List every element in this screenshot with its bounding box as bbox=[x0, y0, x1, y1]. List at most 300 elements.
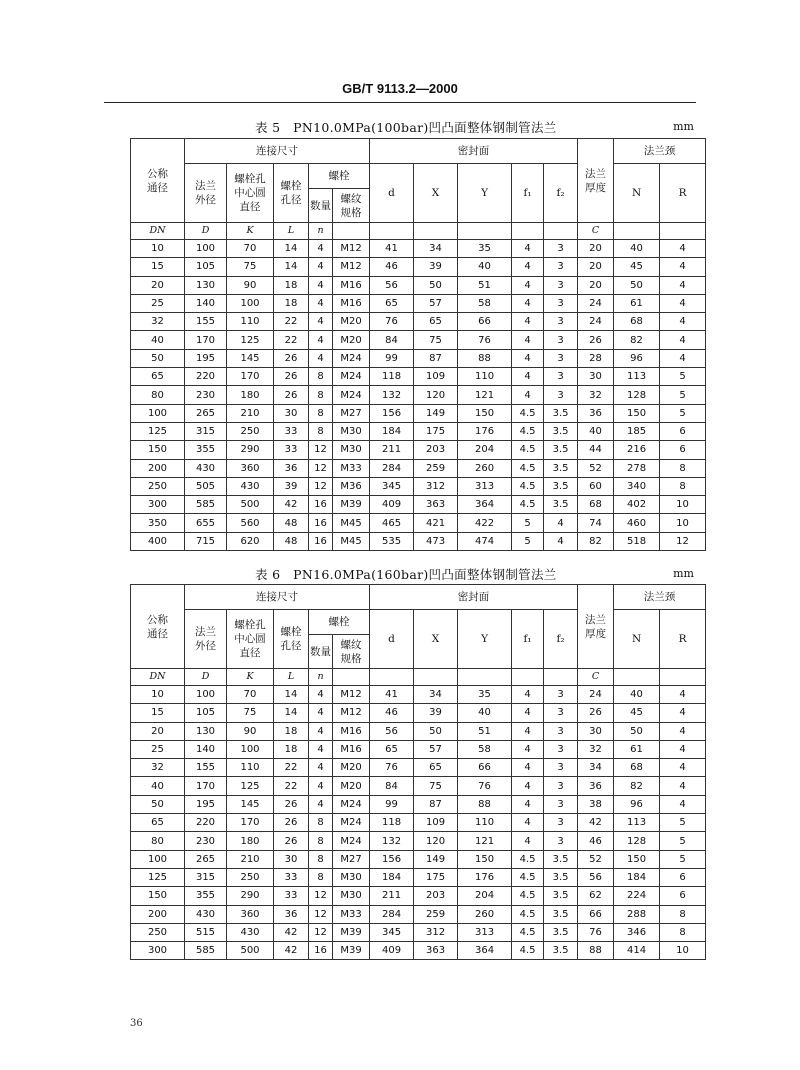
cell-f1: 4.5 bbox=[512, 868, 544, 886]
cell-f1: 4.5 bbox=[512, 459, 544, 477]
cell-count: 12 bbox=[309, 887, 333, 905]
cell-N: 40 bbox=[614, 240, 660, 258]
cell-dn: 20 bbox=[131, 722, 185, 740]
cell-R: 8 bbox=[660, 459, 706, 477]
cell-f1: 4 bbox=[512, 814, 544, 832]
symbol-cell bbox=[370, 223, 414, 240]
cell-f1: 4.5 bbox=[512, 496, 544, 514]
symbol-cell: n bbox=[309, 669, 333, 686]
cell-pcd: 90 bbox=[227, 722, 274, 740]
cell-pcd: 100 bbox=[227, 294, 274, 312]
cell-Y: 150 bbox=[458, 404, 512, 422]
header-bolt: 螺栓 bbox=[309, 164, 370, 189]
cell-X: 175 bbox=[414, 422, 458, 440]
cell-pcd: 290 bbox=[227, 441, 274, 459]
cell-outer: 140 bbox=[185, 740, 227, 758]
cell-pcd: 250 bbox=[227, 422, 274, 440]
cell-hole: 18 bbox=[274, 294, 309, 312]
cell-f2: 3.5 bbox=[544, 422, 578, 440]
cell-thread: M45 bbox=[333, 532, 370, 550]
cell-X: 87 bbox=[414, 349, 458, 367]
cell-hole: 26 bbox=[274, 386, 309, 404]
cell-R: 4 bbox=[660, 722, 706, 740]
cell-Y: 66 bbox=[458, 313, 512, 331]
cell-N: 61 bbox=[614, 294, 660, 312]
cell-thickness: 24 bbox=[578, 313, 614, 331]
symbol-cell: K bbox=[227, 223, 274, 240]
cell-count: 4 bbox=[309, 759, 333, 777]
table-row bbox=[131, 313, 706, 331]
table-row bbox=[131, 240, 706, 258]
cell-d: 56 bbox=[370, 276, 414, 294]
table-row bbox=[131, 850, 706, 868]
cell-dn: 20 bbox=[131, 276, 185, 294]
cell-thread: M20 bbox=[333, 759, 370, 777]
cell-N: 150 bbox=[614, 850, 660, 868]
header-nominal-size: 公称 通径 bbox=[131, 585, 185, 669]
cell-X: 120 bbox=[414, 386, 458, 404]
symbol-cell bbox=[660, 223, 706, 240]
cell-pcd: 125 bbox=[227, 777, 274, 795]
cell-f2: 3 bbox=[544, 240, 578, 258]
cell-thread: M20 bbox=[333, 313, 370, 331]
cell-R: 6 bbox=[660, 441, 706, 459]
cell-outer: 220 bbox=[185, 368, 227, 386]
cell-thickness: 34 bbox=[578, 759, 614, 777]
cell-X: 75 bbox=[414, 331, 458, 349]
cell-dn: 32 bbox=[131, 313, 185, 331]
cell-hole: 22 bbox=[274, 313, 309, 331]
cell-thickness: 44 bbox=[578, 441, 614, 459]
cell-N: 184 bbox=[614, 868, 660, 886]
cell-Y: 121 bbox=[458, 832, 512, 850]
cell-X: 34 bbox=[414, 240, 458, 258]
cell-pcd: 70 bbox=[227, 240, 274, 258]
cell-R: 5 bbox=[660, 814, 706, 832]
cell-f1: 5 bbox=[512, 514, 544, 532]
cell-Y: 51 bbox=[458, 276, 512, 294]
cell-d: 41 bbox=[370, 686, 414, 704]
symbol-cell bbox=[544, 223, 578, 240]
cell-count: 8 bbox=[309, 814, 333, 832]
cell-N: 288 bbox=[614, 905, 660, 923]
cell-R: 4 bbox=[660, 240, 706, 258]
cell-d: 132 bbox=[370, 386, 414, 404]
header-R: R bbox=[660, 610, 706, 669]
cell-dn: 10 bbox=[131, 240, 185, 258]
cell-pcd: 70 bbox=[227, 686, 274, 704]
cell-hole: 30 bbox=[274, 404, 309, 422]
cell-Y: 76 bbox=[458, 331, 512, 349]
cell-f1: 4.5 bbox=[512, 850, 544, 868]
table-row bbox=[131, 832, 706, 850]
cell-R: 10 bbox=[660, 514, 706, 532]
cell-thread: M16 bbox=[333, 740, 370, 758]
cell-X: 312 bbox=[414, 923, 458, 941]
cell-f1: 4 bbox=[512, 349, 544, 367]
cell-X: 65 bbox=[414, 759, 458, 777]
cell-count: 12 bbox=[309, 441, 333, 459]
cell-f2: 3.5 bbox=[544, 477, 578, 495]
cell-count: 4 bbox=[309, 331, 333, 349]
cell-pcd: 170 bbox=[227, 368, 274, 386]
cell-thread: M45 bbox=[333, 514, 370, 532]
cell-pcd: 360 bbox=[227, 905, 274, 923]
cell-N: 414 bbox=[614, 942, 660, 960]
cell-hole: 36 bbox=[274, 905, 309, 923]
cell-count: 4 bbox=[309, 258, 333, 276]
cell-X: 34 bbox=[414, 686, 458, 704]
cell-thread: M24 bbox=[333, 349, 370, 367]
cell-outer: 355 bbox=[185, 441, 227, 459]
cell-X: 363 bbox=[414, 942, 458, 960]
table-row bbox=[131, 441, 706, 459]
cell-outer: 100 bbox=[185, 686, 227, 704]
cell-thread: M39 bbox=[333, 942, 370, 960]
cell-f1: 4 bbox=[512, 759, 544, 777]
cell-d: 76 bbox=[370, 759, 414, 777]
cell-R: 4 bbox=[660, 759, 706, 777]
cell-outer: 155 bbox=[185, 759, 227, 777]
cell-outer: 105 bbox=[185, 258, 227, 276]
cell-hole: 33 bbox=[274, 868, 309, 886]
symbol-cell: DN bbox=[131, 223, 185, 240]
cell-count: 4 bbox=[309, 294, 333, 312]
cell-pcd: 110 bbox=[227, 313, 274, 331]
cell-count: 4 bbox=[309, 777, 333, 795]
cell-d: 409 bbox=[370, 942, 414, 960]
cell-hole: 22 bbox=[274, 759, 309, 777]
standard-number: GB/T 9113.2—2000 bbox=[342, 81, 458, 96]
header-bolt-hole-diameter: 螺栓 孔径 bbox=[274, 610, 309, 669]
cell-thread: M30 bbox=[333, 422, 370, 440]
symbol-cell: L bbox=[274, 223, 309, 240]
cell-Y: 88 bbox=[458, 349, 512, 367]
cell-d: 284 bbox=[370, 459, 414, 477]
header-N: N bbox=[614, 610, 660, 669]
cell-hole: 18 bbox=[274, 740, 309, 758]
cell-hole: 22 bbox=[274, 331, 309, 349]
cell-d: 118 bbox=[370, 368, 414, 386]
cell-thickness: 26 bbox=[578, 704, 614, 722]
cell-thread: M27 bbox=[333, 404, 370, 422]
cell-Y: 58 bbox=[458, 740, 512, 758]
cell-f1: 4 bbox=[512, 740, 544, 758]
table-row bbox=[131, 722, 706, 740]
cell-f1: 4.5 bbox=[512, 404, 544, 422]
cell-f1: 4 bbox=[512, 258, 544, 276]
cell-count: 4 bbox=[309, 740, 333, 758]
cell-f2: 3.5 bbox=[544, 404, 578, 422]
table-5-title: 表 5 PN10.0MPa(100bar)凹凸面整体钢制管法兰 bbox=[255, 120, 557, 135]
cell-count: 12 bbox=[309, 905, 333, 923]
cell-thickness: 42 bbox=[578, 814, 614, 832]
cell-N: 346 bbox=[614, 923, 660, 941]
cell-pcd: 75 bbox=[227, 258, 274, 276]
cell-thickness: 20 bbox=[578, 258, 614, 276]
cell-thread: M36 bbox=[333, 477, 370, 495]
cell-pcd: 170 bbox=[227, 814, 274, 832]
header-d: d bbox=[370, 164, 414, 223]
cell-d: 118 bbox=[370, 814, 414, 832]
cell-R: 5 bbox=[660, 850, 706, 868]
cell-thread: M20 bbox=[333, 331, 370, 349]
table-6-title: 表 6 PN16.0MPa(160bar)凹凸面整体钢制管法兰 bbox=[255, 567, 557, 582]
cell-X: 203 bbox=[414, 887, 458, 905]
cell-pcd: 210 bbox=[227, 404, 274, 422]
cell-Y: 121 bbox=[458, 386, 512, 404]
cell-outer: 195 bbox=[185, 349, 227, 367]
cell-thread: M16 bbox=[333, 276, 370, 294]
cell-hole: 18 bbox=[274, 722, 309, 740]
cell-outer: 230 bbox=[185, 832, 227, 850]
symbol-cell: K bbox=[227, 669, 274, 686]
cell-d: 465 bbox=[370, 514, 414, 532]
header-flange-thickness: 法兰 厚度 bbox=[578, 585, 614, 669]
cell-f1: 4 bbox=[512, 368, 544, 386]
cell-R: 5 bbox=[660, 404, 706, 422]
cell-Y: 474 bbox=[458, 532, 512, 550]
cell-dn: 200 bbox=[131, 459, 185, 477]
cell-f2: 3.5 bbox=[544, 942, 578, 960]
cell-N: 68 bbox=[614, 759, 660, 777]
cell-thread: M12 bbox=[333, 240, 370, 258]
cell-pcd: 360 bbox=[227, 459, 274, 477]
cell-f2: 3 bbox=[544, 331, 578, 349]
cell-X: 175 bbox=[414, 868, 458, 886]
cell-R: 4 bbox=[660, 313, 706, 331]
cell-dn: 32 bbox=[131, 759, 185, 777]
cell-X: 149 bbox=[414, 850, 458, 868]
symbol-cell bbox=[458, 223, 512, 240]
cell-pcd: 620 bbox=[227, 532, 274, 550]
symbol-cell bbox=[512, 223, 544, 240]
cell-d: 56 bbox=[370, 722, 414, 740]
cell-N: 61 bbox=[614, 740, 660, 758]
cell-thread: M24 bbox=[333, 814, 370, 832]
cell-f2: 3 bbox=[544, 704, 578, 722]
cell-X: 312 bbox=[414, 477, 458, 495]
cell-dn: 50 bbox=[131, 349, 185, 367]
cell-X: 50 bbox=[414, 276, 458, 294]
cell-X: 149 bbox=[414, 404, 458, 422]
symbol-cell: n bbox=[309, 223, 333, 240]
table-row bbox=[131, 294, 706, 312]
cell-count: 8 bbox=[309, 404, 333, 422]
header-nominal-size: 公称 通径 bbox=[131, 139, 185, 223]
cell-d: 84 bbox=[370, 777, 414, 795]
cell-f1: 4 bbox=[512, 795, 544, 813]
cell-thread: M33 bbox=[333, 905, 370, 923]
cell-N: 82 bbox=[614, 777, 660, 795]
cell-pcd: 180 bbox=[227, 386, 274, 404]
cell-dn: 125 bbox=[131, 868, 185, 886]
cell-count: 8 bbox=[309, 368, 333, 386]
cell-X: 75 bbox=[414, 777, 458, 795]
cell-d: 41 bbox=[370, 240, 414, 258]
cell-thickness: 36 bbox=[578, 404, 614, 422]
cell-Y: 51 bbox=[458, 722, 512, 740]
symbol-cell bbox=[660, 669, 706, 686]
header-flange-neck: 法兰颈 bbox=[614, 585, 706, 610]
cell-thread: M30 bbox=[333, 441, 370, 459]
cell-f1: 4.5 bbox=[512, 422, 544, 440]
cell-N: 460 bbox=[614, 514, 660, 532]
symbol-cell bbox=[414, 669, 458, 686]
cell-Y: 260 bbox=[458, 905, 512, 923]
cell-R: 8 bbox=[660, 905, 706, 923]
cell-f1: 4 bbox=[512, 704, 544, 722]
cell-f2: 3 bbox=[544, 294, 578, 312]
cell-hole: 14 bbox=[274, 704, 309, 722]
cell-Y: 422 bbox=[458, 514, 512, 532]
cell-outer: 715 bbox=[185, 532, 227, 550]
header-flange-outer-diameter: 法兰 外径 bbox=[185, 164, 227, 223]
cell-outer: 105 bbox=[185, 704, 227, 722]
cell-Y: 204 bbox=[458, 887, 512, 905]
cell-thread: M24 bbox=[333, 795, 370, 813]
cell-count: 8 bbox=[309, 868, 333, 886]
header-R: R bbox=[660, 164, 706, 223]
cell-dn: 250 bbox=[131, 923, 185, 941]
cell-hole: 26 bbox=[274, 349, 309, 367]
cell-N: 50 bbox=[614, 722, 660, 740]
cell-outer: 505 bbox=[185, 477, 227, 495]
cell-thickness: 56 bbox=[578, 868, 614, 886]
header-d: d bbox=[370, 610, 414, 669]
cell-R: 6 bbox=[660, 422, 706, 440]
table-row bbox=[131, 368, 706, 386]
cell-dn: 125 bbox=[131, 422, 185, 440]
cell-hole: 26 bbox=[274, 368, 309, 386]
cell-f2: 3.5 bbox=[544, 496, 578, 514]
cell-f1: 4.5 bbox=[512, 887, 544, 905]
cell-f2: 3.5 bbox=[544, 905, 578, 923]
cell-outer: 315 bbox=[185, 422, 227, 440]
cell-outer: 315 bbox=[185, 868, 227, 886]
cell-count: 16 bbox=[309, 532, 333, 550]
cell-f2: 3 bbox=[544, 686, 578, 704]
cell-f1: 4.5 bbox=[512, 923, 544, 941]
cell-dn: 150 bbox=[131, 887, 185, 905]
table-row bbox=[131, 686, 706, 704]
cell-R: 6 bbox=[660, 887, 706, 905]
cell-f1: 4.5 bbox=[512, 905, 544, 923]
cell-count: 4 bbox=[309, 722, 333, 740]
cell-thickness: 38 bbox=[578, 795, 614, 813]
cell-X: 421 bbox=[414, 514, 458, 532]
cell-hole: 33 bbox=[274, 887, 309, 905]
cell-Y: 176 bbox=[458, 868, 512, 886]
table-row bbox=[131, 404, 706, 422]
table-5-caption bbox=[130, 118, 696, 136]
table-row bbox=[131, 422, 706, 440]
header-Y: Y bbox=[458, 610, 512, 669]
cell-dn: 300 bbox=[131, 942, 185, 960]
cell-dn: 25 bbox=[131, 740, 185, 758]
cell-hole: 42 bbox=[274, 496, 309, 514]
cell-pcd: 75 bbox=[227, 704, 274, 722]
symbol-cell bbox=[512, 669, 544, 686]
cell-d: 284 bbox=[370, 905, 414, 923]
cell-f1: 4 bbox=[512, 832, 544, 850]
cell-Y: 364 bbox=[458, 942, 512, 960]
cell-dn: 250 bbox=[131, 477, 185, 495]
cell-count: 16 bbox=[309, 496, 333, 514]
header-f2: f₂ bbox=[544, 610, 578, 669]
cell-d: 211 bbox=[370, 887, 414, 905]
cell-d: 184 bbox=[370, 868, 414, 886]
cell-hole: 39 bbox=[274, 477, 309, 495]
cell-f2: 3.5 bbox=[544, 459, 578, 477]
cell-count: 4 bbox=[309, 686, 333, 704]
cell-Y: 364 bbox=[458, 496, 512, 514]
cell-pcd: 100 bbox=[227, 740, 274, 758]
cell-dn: 15 bbox=[131, 258, 185, 276]
cell-outer: 265 bbox=[185, 850, 227, 868]
cell-outer: 585 bbox=[185, 496, 227, 514]
cell-dn: 350 bbox=[131, 514, 185, 532]
table-row bbox=[131, 532, 706, 550]
cell-f2: 3 bbox=[544, 814, 578, 832]
cell-d: 409 bbox=[370, 496, 414, 514]
cell-Y: 260 bbox=[458, 459, 512, 477]
cell-pcd: 250 bbox=[227, 868, 274, 886]
cell-N: 402 bbox=[614, 496, 660, 514]
cell-d: 156 bbox=[370, 850, 414, 868]
table-row bbox=[131, 514, 706, 532]
table-row bbox=[131, 459, 706, 477]
header-N: N bbox=[614, 164, 660, 223]
symbol-cell bbox=[458, 669, 512, 686]
cell-hole: 36 bbox=[274, 459, 309, 477]
cell-count: 4 bbox=[309, 313, 333, 331]
cell-hole: 42 bbox=[274, 923, 309, 941]
cell-N: 278 bbox=[614, 459, 660, 477]
cell-X: 363 bbox=[414, 496, 458, 514]
cell-hole: 26 bbox=[274, 814, 309, 832]
cell-f1: 4 bbox=[512, 313, 544, 331]
cell-f1: 4.5 bbox=[512, 942, 544, 960]
symbol-cell: D bbox=[185, 223, 227, 240]
document-header bbox=[104, 80, 696, 103]
cell-d: 211 bbox=[370, 441, 414, 459]
cell-outer: 155 bbox=[185, 313, 227, 331]
cell-f2: 3.5 bbox=[544, 850, 578, 868]
cell-d: 345 bbox=[370, 477, 414, 495]
cell-thickness: 26 bbox=[578, 331, 614, 349]
cell-pcd: 500 bbox=[227, 496, 274, 514]
symbol-cell: C bbox=[578, 223, 614, 240]
cell-f1: 4 bbox=[512, 276, 544, 294]
cell-count: 8 bbox=[309, 422, 333, 440]
cell-hole: 30 bbox=[274, 850, 309, 868]
cell-f2: 3 bbox=[544, 313, 578, 331]
cell-thickness: 52 bbox=[578, 459, 614, 477]
cell-thickness: 30 bbox=[578, 722, 614, 740]
cell-count: 12 bbox=[309, 477, 333, 495]
table-row bbox=[131, 887, 706, 905]
cell-thread: M39 bbox=[333, 496, 370, 514]
cell-dn: 50 bbox=[131, 795, 185, 813]
cell-R: 4 bbox=[660, 704, 706, 722]
cell-R: 12 bbox=[660, 532, 706, 550]
cell-dn: 300 bbox=[131, 496, 185, 514]
cell-R: 4 bbox=[660, 294, 706, 312]
cell-Y: 35 bbox=[458, 240, 512, 258]
cell-X: 259 bbox=[414, 459, 458, 477]
cell-N: 224 bbox=[614, 887, 660, 905]
